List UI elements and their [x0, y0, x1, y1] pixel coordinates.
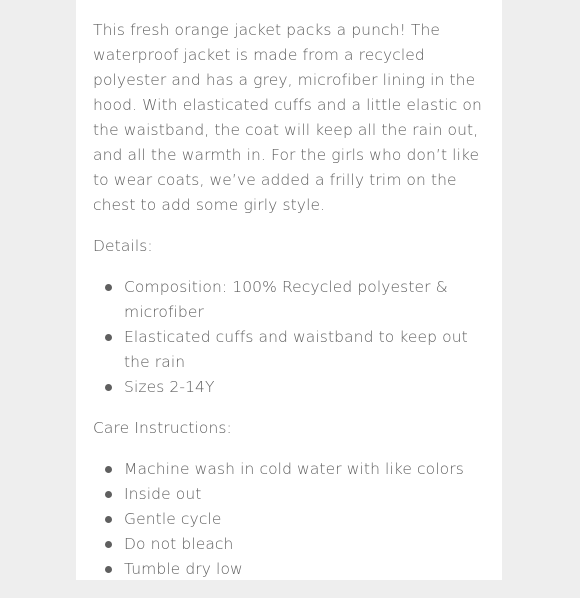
list-item [93, 557, 493, 582]
list-item-text: Tumble dry low [124, 560, 243, 578]
list-item-text: Sizes 2-14Y [124, 378, 215, 396]
list-item [93, 532, 493, 557]
list-item [93, 375, 493, 400]
care-list [93, 457, 493, 582]
list-item [93, 275, 493, 325]
bullet-icon [105, 334, 112, 341]
care-heading: Care Instructions: [93, 419, 232, 437]
product-description [93, 18, 493, 598]
list-item [93, 457, 493, 482]
list-item [93, 325, 493, 375]
bullet-icon [105, 384, 112, 391]
list-item-text: Composition: 100% Recycled polyester & microfiber [124, 278, 448, 321]
bullet-icon [105, 466, 112, 473]
list-item [93, 507, 493, 532]
intro-paragraph: This fresh orange jacket packs a punch! The waterproof jacket is made from a recycled polyester and has a grey, microfiber lining in the hood. With elasticated cuffs and a little elastic on the waistband, the coat will keep all the rain out, and all the warmth in. For the girls who don’t like to wear coats, we’ve added a frilly trim on the chest to add some girly style. [93, 21, 482, 214]
bullet-icon [105, 491, 112, 498]
details-list [93, 275, 493, 400]
list-item-text: Do not bleach [124, 535, 234, 553]
list-item-text: Machine wash in cold water with like colors [124, 460, 464, 478]
details-heading: Details: [93, 237, 153, 255]
list-item-text: Gentle cycle [124, 510, 222, 528]
list-item-text: Elasticated cuffs and waistband to keep out the rain [124, 328, 468, 371]
bullet-icon [105, 516, 112, 523]
list-item [93, 482, 493, 507]
list-item-text: Inside out [124, 485, 202, 503]
bullet-icon [105, 541, 112, 548]
bullet-icon [105, 566, 112, 573]
bullet-icon [105, 284, 112, 291]
